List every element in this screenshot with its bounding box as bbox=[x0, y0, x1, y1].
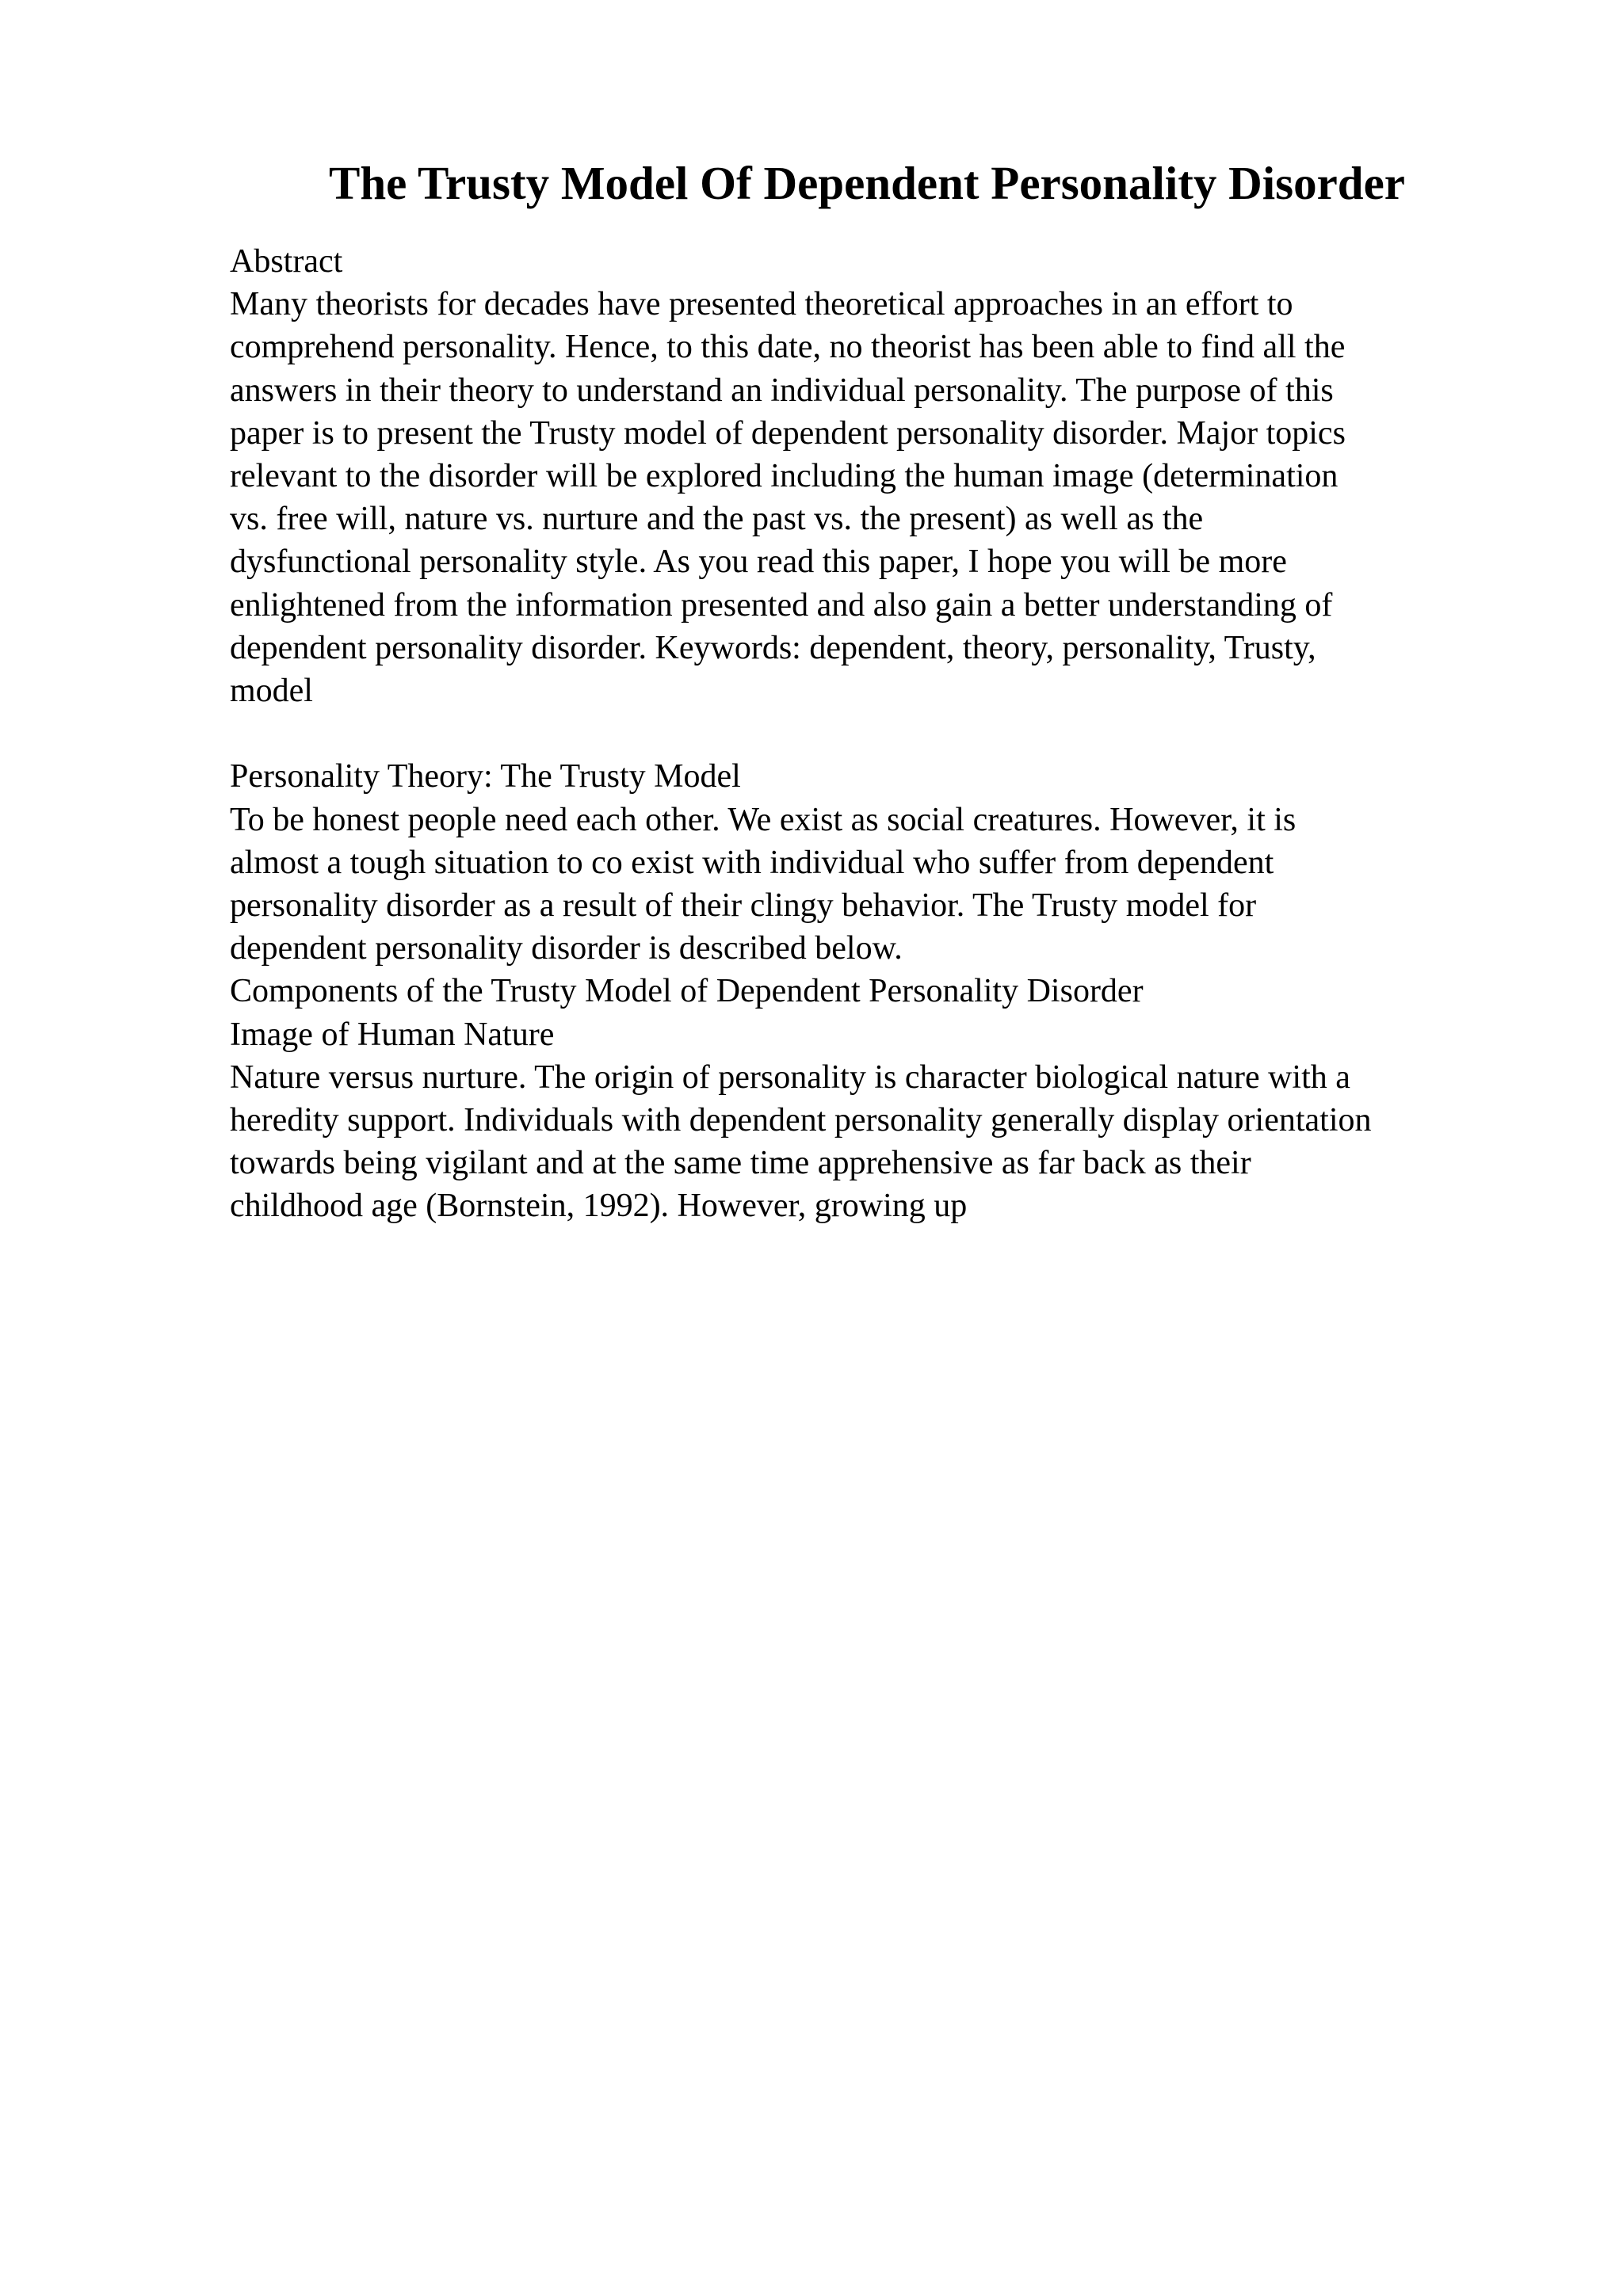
nature-line: towards being vigilant and at the same time apprehensive as far back as their bbox=[230, 1145, 1251, 1182]
intro-line: personality disorder as a result of their clingy behavior. The Trusty model for bbox=[230, 887, 1257, 925]
abstract-line: answers in their theory to understand an individual personality. The purpose of this bbox=[230, 372, 1334, 409]
intro-line: almost a tough situation to co exist with individual who suffer from dependent bbox=[230, 844, 1274, 881]
section-heading: Personality Theory: The Trusty Model bbox=[230, 758, 741, 795]
document-body bbox=[230, 240, 1529, 1228]
nature-line: childhood age (Bornstein, 1992). However, growing up bbox=[230, 1188, 968, 1225]
abstract-line: paper is to present the Trusty model of dependent personality disorder. Major topics bbox=[230, 414, 1346, 452]
abstract-line: dysfunctional personality style. As you read this paper, I hope you will be more bbox=[230, 543, 1287, 581]
abstract-line: dependent personality disorder. Keywords: dependent, theory, personality, Trusty, bbox=[230, 629, 1316, 666]
abstract-line: comprehend personality. Hence, to this date, no theorist has been able to find all the bbox=[230, 329, 1346, 366]
abstract-line: vs. free will, nature vs. nurture and the past vs. the present) as well as the bbox=[230, 501, 1204, 538]
abstract-line: model bbox=[230, 673, 313, 710]
abstract-paragraph bbox=[230, 283, 1529, 712]
nature-paragraph bbox=[230, 1056, 1529, 1228]
intro-line: To be honest people need each other. We exist as social creatures. However, it is bbox=[230, 801, 1296, 838]
abstract-line: enlightened from the information presented and also gain a better understanding of bbox=[230, 586, 1333, 624]
components-heading: Components of the Trusty Model of Dependent Personality Disorder bbox=[230, 973, 1144, 1010]
abstract-line: Many theorists for decades have presented theoretical approaches in an effort to bbox=[230, 286, 1293, 323]
nature-line: Nature versus nurture. The origin of personality is character biological nature with a bbox=[230, 1058, 1350, 1096]
human-nature-heading: Image of Human Nature bbox=[230, 1016, 555, 1053]
intro-line: dependent personality disorder is described below. bbox=[230, 930, 903, 967]
abstract-heading: Abstract bbox=[230, 243, 343, 280]
document-title: The Trusty Model Of Dependent Personality Disorder bbox=[328, 157, 1405, 209]
abstract-line: relevant to the disorder will be explored including the human image (determination bbox=[230, 458, 1338, 495]
nature-line: heredity support. Individuals with dependent personality generally display orientation bbox=[230, 1102, 1372, 1139]
intro-paragraph bbox=[230, 799, 1529, 971]
paragraph-spacer bbox=[230, 712, 1529, 755]
